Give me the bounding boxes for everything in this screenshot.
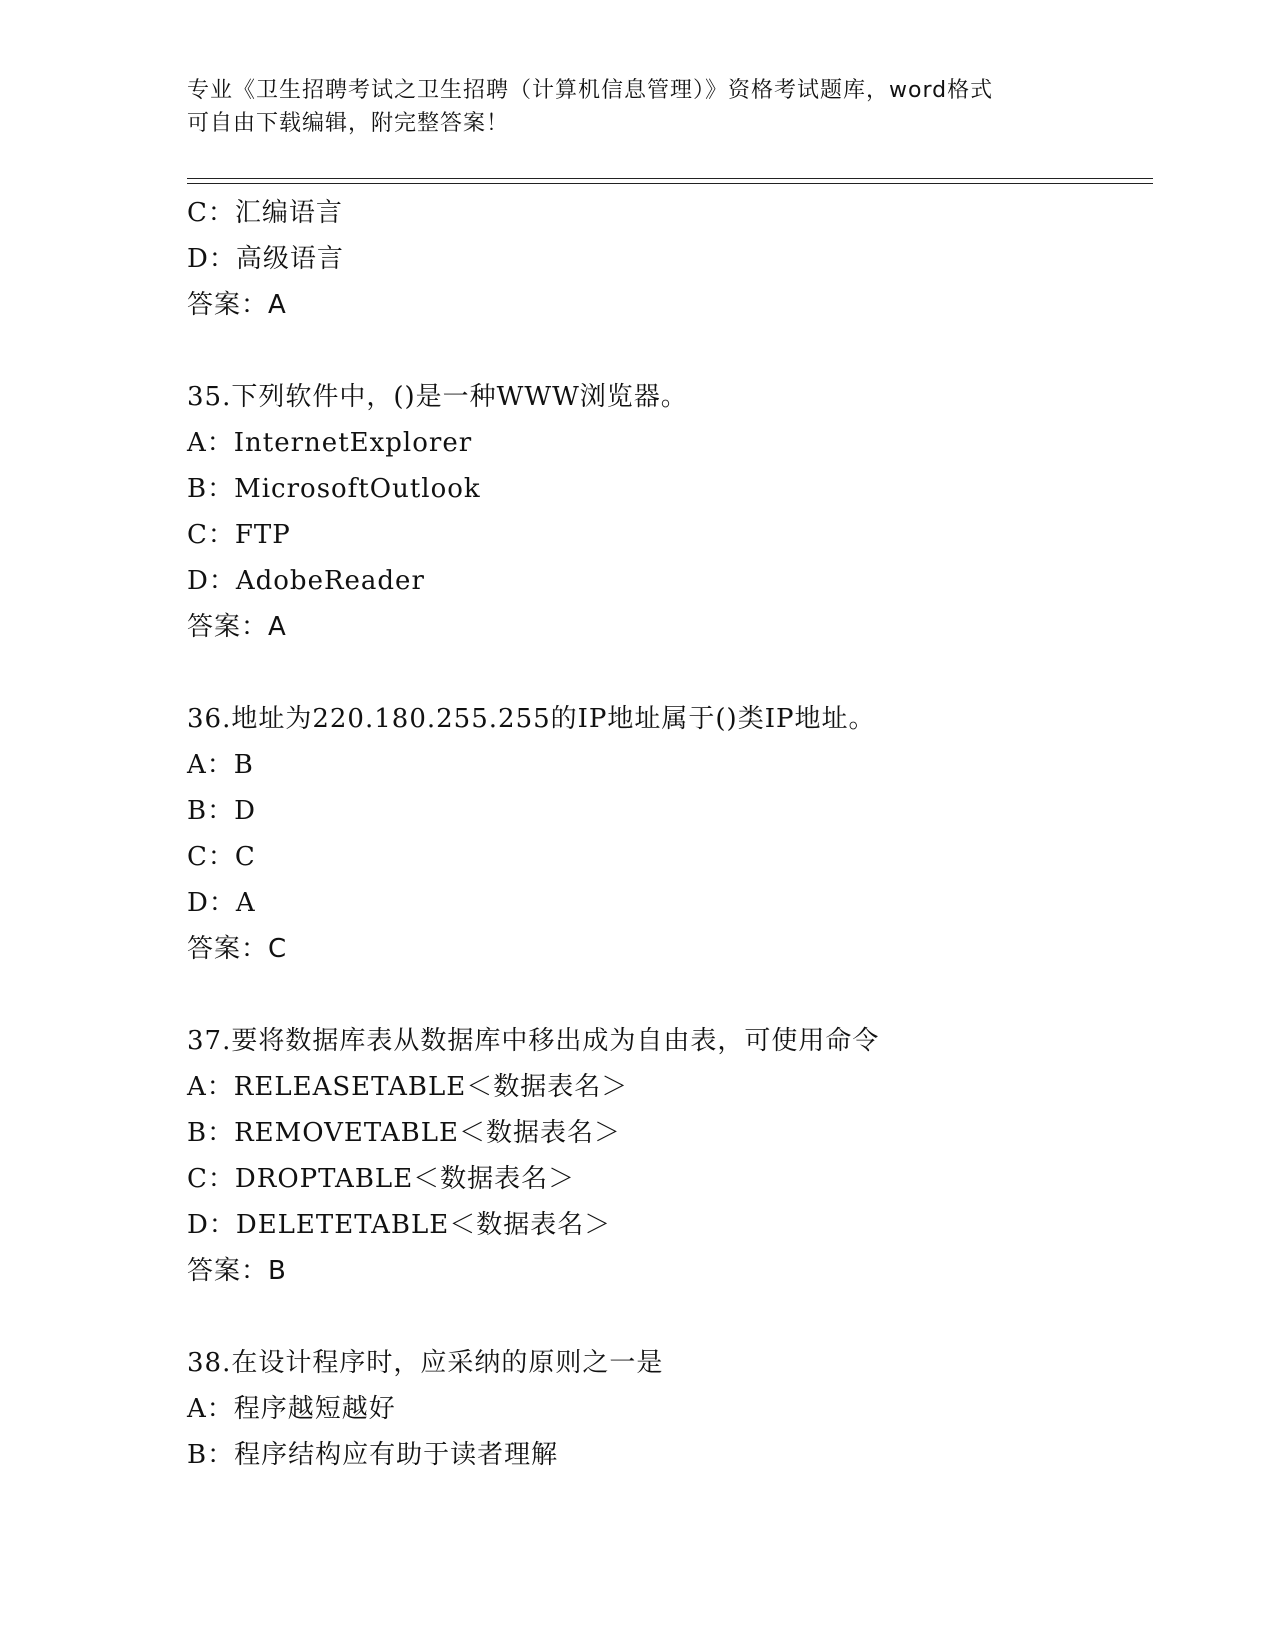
option-c: C：DROPTABLE＜数据表名＞: [187, 1164, 576, 1194]
option-d: D：A: [187, 888, 256, 918]
question-34-continued: [187, 190, 1147, 328]
answer-line: 答案：A: [187, 612, 287, 642]
option-c: C：C: [187, 842, 256, 872]
question-35: [187, 374, 1147, 650]
question-38: [187, 1340, 1147, 1478]
question-stem: 35.下列软件中，()是一种WWW浏览器。: [187, 382, 688, 412]
option-a: A：B: [187, 750, 254, 780]
option-b: B：程序结构应有助于读者理解: [187, 1440, 559, 1470]
header-line-1: 专业《卫生招聘考试之卫生招聘（计算机信息管理）》资格考试题库，word格式: [187, 78, 994, 103]
option-c: C：FTP: [187, 520, 291, 550]
option-c: C：汇编语言: [187, 198, 343, 228]
answer-line: 答案：A: [187, 290, 287, 320]
header-divider-bottom: [187, 183, 1153, 184]
question-stem: 38.在设计程序时，应采纳的原则之一是: [187, 1348, 664, 1378]
header-line-2: 可自由下载编辑，附完整答案！: [187, 111, 510, 136]
document-header: [187, 74, 1087, 140]
option-b: B：MicrosoftOutlook: [187, 474, 481, 504]
option-a: A：程序越短越好: [187, 1394, 396, 1424]
option-d: D：AdobeReader: [187, 566, 425, 596]
question-list: [187, 190, 1147, 1478]
option-b: B：D: [187, 796, 256, 826]
question-stem: 36.地址为220.180.255.255的IP地址属于()类IP地址。: [187, 704, 876, 734]
header-divider-top: [187, 178, 1153, 179]
question-37: [187, 1018, 1147, 1294]
question-stem: 37.要将数据库表从数据库中移出成为自由表，可使用命令: [187, 1026, 880, 1056]
answer-line: 答案：C: [187, 934, 288, 964]
question-36: [187, 696, 1147, 972]
option-d: D：高级语言: [187, 244, 344, 274]
option-a: A：InternetExplorer: [187, 428, 473, 458]
answer-line: 答案：B: [187, 1256, 287, 1286]
option-b: B：REMOVETABLE＜数据表名＞: [187, 1118, 621, 1148]
option-a: A：RELEASETABLE＜数据表名＞: [187, 1072, 629, 1102]
option-d: D：DELETETABLE＜数据表名＞: [187, 1210, 612, 1240]
